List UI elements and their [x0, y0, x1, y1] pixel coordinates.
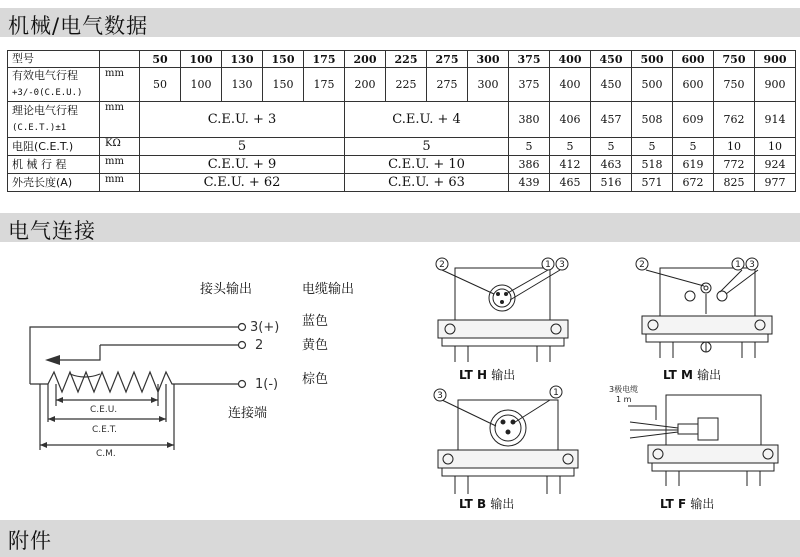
lt-m-drawing [636, 258, 772, 358]
table-cell: 750 [714, 68, 755, 102]
pin-label: 2 [639, 260, 645, 270]
row-label: 电阻(C.E.T.) [8, 138, 100, 156]
connector-output-label: 接头输出 [200, 282, 253, 297]
row-label: 理论电气行程 (C.E.T.)±1 [8, 102, 100, 138]
table-cell: 439 [509, 174, 550, 192]
table-cell: 518 [632, 156, 673, 174]
row-unit: KΩ [100, 138, 140, 156]
model-cell: 600 [673, 51, 714, 68]
table-cell: 386 [509, 156, 550, 174]
table-row [8, 138, 796, 156]
table-cell: 977 [755, 174, 796, 192]
cable-note: 3极电缆 [609, 385, 639, 394]
table-cell: 175 [304, 68, 345, 102]
pin-label: 3 [559, 260, 565, 270]
merged-cell: 5 [345, 138, 509, 156]
pin-label: 1 [735, 260, 741, 270]
lt-b-caption: LT B 输出 [459, 497, 515, 511]
table-cell: 5 [509, 138, 550, 156]
row-unit: mm [100, 156, 140, 174]
row-unit: mm [100, 102, 140, 138]
pin-1-label: 1(-) [255, 377, 279, 392]
table-cell: 450 [591, 68, 632, 102]
pin-label: 3 [437, 391, 443, 401]
section-header-mech-elec-data [0, 8, 800, 37]
table-cell: 5 [632, 138, 673, 156]
pin-label: 1 [545, 260, 551, 270]
pin-label: 1 [553, 388, 559, 398]
model-cell: 900 [755, 51, 796, 68]
cable-output-label: 电缆输出 [302, 282, 355, 297]
model-cell: 500 [632, 51, 673, 68]
section-title: 附件 [8, 529, 52, 553]
pin-label: 3 [749, 260, 755, 270]
model-cell: 225 [386, 51, 427, 68]
table-cell: 380 [509, 102, 550, 138]
row-label: 外壳长度(A) [8, 174, 100, 192]
lt-h-drawing [436, 258, 568, 362]
model-cell: 50 [140, 51, 181, 68]
table-cell: 375 [509, 68, 550, 102]
brown-wire-label: 棕色 [302, 372, 329, 387]
model-cell: 275 [427, 51, 468, 68]
spec-table [7, 50, 796, 192]
table-cell: 508 [632, 102, 673, 138]
table-cell: 10 [755, 138, 796, 156]
row-label: 机 械 行 程 [8, 156, 100, 174]
table-cell: 5 [673, 138, 714, 156]
yellow-wire-label: 黄色 [302, 338, 329, 353]
table-cell: 400 [550, 68, 591, 102]
wiring-schematic [0, 242, 400, 462]
table-cell: 463 [591, 156, 632, 174]
merged-cell: 5 [140, 138, 345, 156]
model-cell: 175 [304, 51, 345, 68]
merged-cell: C.E.U. + 62 [140, 174, 345, 192]
model-cell: 375 [509, 51, 550, 68]
row-unit: mm [100, 68, 140, 102]
table-row [8, 102, 796, 138]
merged-cell: C.E.U. + 10 [345, 156, 509, 174]
table-cell: 412 [550, 156, 591, 174]
lt-f-caption: LT F 输出 [660, 497, 715, 511]
merged-cell: C.E.U. + 63 [345, 174, 509, 192]
lt-b-drawing [434, 386, 578, 494]
model-cell: 750 [714, 51, 755, 68]
model-cell: 130 [222, 51, 263, 68]
section-header-electrical-connection [0, 213, 800, 242]
model-cell: 200 [345, 51, 386, 68]
model-cell: 300 [468, 51, 509, 68]
model-cell: 100 [181, 51, 222, 68]
table-row [8, 174, 796, 192]
table-cell: 50 [140, 68, 181, 102]
table-cell: 465 [550, 174, 591, 192]
section-title: 机械/电气数据 [8, 14, 149, 38]
table-cell: 516 [591, 174, 632, 192]
table-cell: 5 [591, 138, 632, 156]
table-cell: 619 [673, 156, 714, 174]
lt-h-caption: LT H 输出 [459, 368, 516, 382]
table-cell: 10 [714, 138, 755, 156]
connector-drawings [420, 250, 780, 520]
row-unit: mm [100, 174, 140, 192]
table-cell: 300 [468, 68, 509, 102]
section-header-accessories [0, 520, 800, 557]
merged-cell: C.E.U. + 3 [140, 102, 345, 138]
table-cell: 500 [632, 68, 673, 102]
terminal-label: 连接端 [228, 406, 268, 421]
section-title: 电气连接 [8, 219, 96, 243]
model-cell: 400 [550, 51, 591, 68]
table-cell: 825 [714, 174, 755, 192]
merged-cell: C.E.U. + 4 [345, 102, 509, 138]
merged-cell: C.E.U. + 9 [140, 156, 345, 174]
table-cell: 571 [632, 174, 673, 192]
table-cell: 100 [181, 68, 222, 102]
table-cell: 762 [714, 102, 755, 138]
table-cell: 672 [673, 174, 714, 192]
lt-m-caption: LT M 输出 [663, 368, 722, 382]
table-header-unit [100, 51, 140, 68]
wiper-arrow [45, 355, 60, 365]
table-cell: 900 [755, 68, 796, 102]
table-cell: 225 [386, 68, 427, 102]
row-label: 有效电气行程 +3/-0(C.E.U.) [8, 68, 100, 102]
table-cell: 924 [755, 156, 796, 174]
lt-f-drawing [628, 395, 778, 486]
blue-wire-label: 蓝色 [302, 314, 329, 329]
table-cell: 457 [591, 102, 632, 138]
table-cell: 609 [673, 102, 714, 138]
table-row [8, 68, 796, 102]
table-cell: 406 [550, 102, 591, 138]
table-cell: 130 [222, 68, 263, 102]
ceu-dimension: C.E.U. [90, 405, 118, 415]
table-cell: 772 [714, 156, 755, 174]
pin-3-label: 3(+) [250, 320, 280, 335]
pin-2-label: 2 [255, 338, 264, 353]
cm-dimension: C.M. [96, 449, 116, 459]
table-row [8, 156, 796, 174]
table-cell: 200 [345, 68, 386, 102]
pin-label: 2 [439, 260, 445, 270]
table-cell: 914 [755, 102, 796, 138]
table-cell: 150 [263, 68, 304, 102]
table-cell: 600 [673, 68, 714, 102]
cable-length: 1 m [616, 395, 632, 404]
table-header-label: 型号 [8, 51, 100, 68]
cet-dimension: C.E.T. [92, 425, 117, 435]
model-cell: 150 [263, 51, 304, 68]
model-cell: 450 [591, 51, 632, 68]
table-cell: 5 [550, 138, 591, 156]
table-header-row [8, 51, 796, 68]
table-cell: 275 [427, 68, 468, 102]
